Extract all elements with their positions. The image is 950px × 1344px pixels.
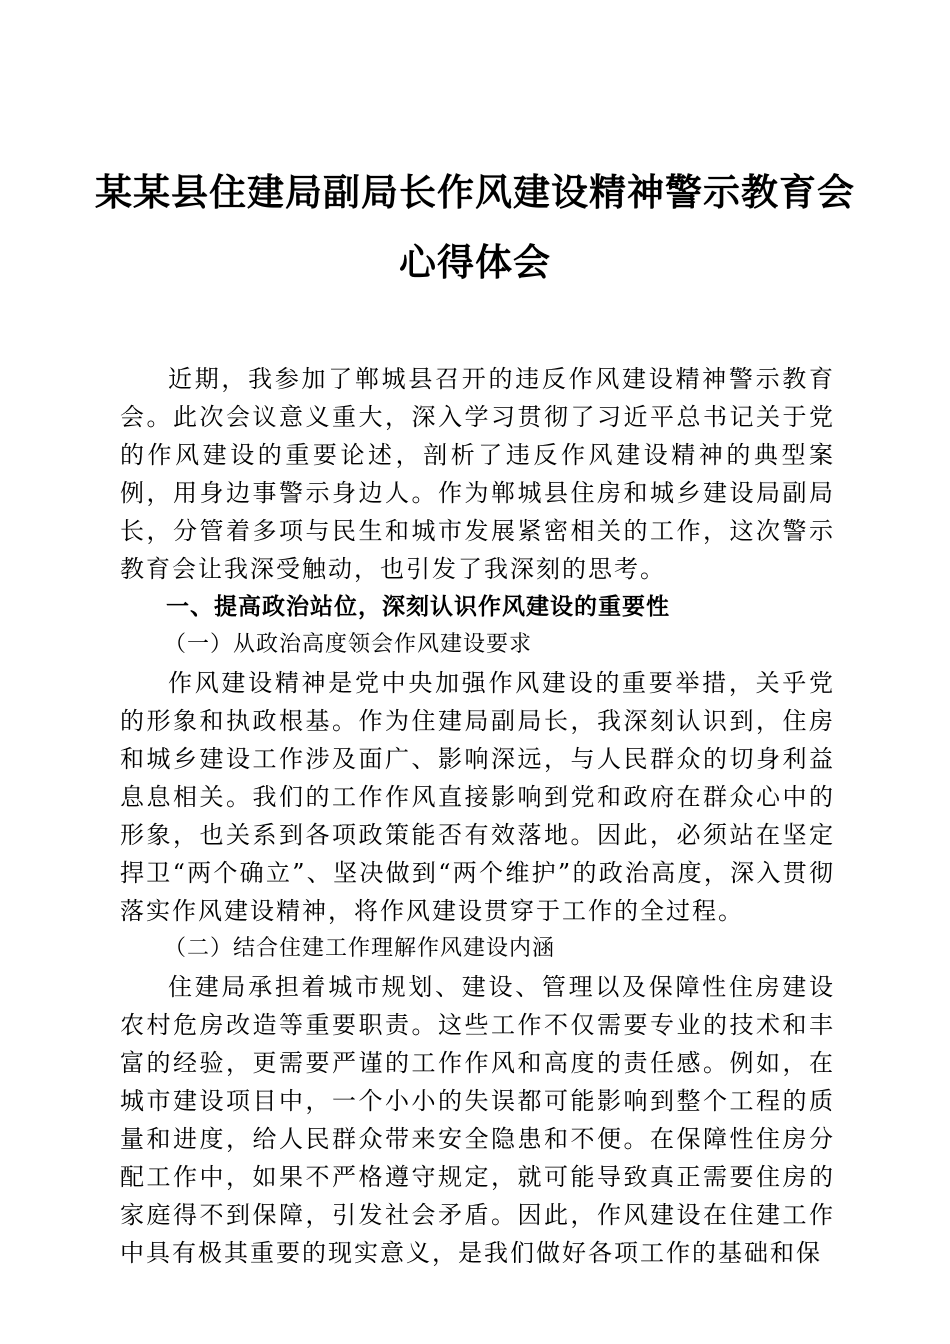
section-1-heading: 一、提高政治站位，深刻认识作风建设的重要性 bbox=[166, 594, 670, 620]
subsection-1-heading: （一）从政治高度领会作风建设要求 bbox=[164, 632, 533, 657]
subsection-1-paragraph: 作风建设精神是党中央加强作风建设的重要举措，关乎党的形象和执政根基。作为住建局副局长，我深刻认识到，住房和城乡建设工作涉及面广、影响深远，与人民群众的切身利益息息相关。我们的工作作风直接影响到党和政府在群众心中的形象，也关系到各项政策能否有效落地。因此，必须站在坚定捍卫“两个确立”、坚决做到“两个维护”的政治高度，深入贯彻落实作风建设精神，将作风建设贯穿于工作的全过程。 bbox=[120, 669, 835, 925]
subsection-2-heading: （二）结合住建工作理解作风建设内涵 bbox=[164, 936, 556, 961]
document-title-line-2: 心得体会 bbox=[399, 240, 551, 284]
intro-paragraph: 近期，我参加了郸城县召开的违反作风建设精神警示教育会。此次会议意义重大，深入学习贯彻了习近平总书记关于党的作风建设的重要论述，剖析了违反作风建设精神的典型案例，用身边事警示身边人。作为郸城县住房和城乡建设局副局长，分管着多项与民生和城市发展紧密相关的工作，这次警示教育会让我深受触动，也引发了我深刻的思考。 bbox=[120, 365, 835, 583]
document-body bbox=[120, 360, 835, 1272]
document-title-line-1: 某某县住建局副局长作风建设精神警示教育会 bbox=[95, 170, 855, 214]
subsection-2-paragraph: 住建局承担着城市规划、建设、管理以及保障性住房建设农村危房改造等重要职责。这些工作不仅需要专业的技术和丰富的经验，更需要严谨的工作作风和高度的责任感。例如，在城市建设项目中，一个小小的失误都可能影响到整个工程的质量和进度，给人民群众带来安全隐患和不便。在保障性住房分配工作中，如果不严格遵守规定，就可能导致真正需要住房的家庭得不到保障，引发社会矛盾。因此，作风建设在住建工作中具有极其重要的现实意义，是我们做好各项工作的基础和保 bbox=[120, 973, 835, 1267]
